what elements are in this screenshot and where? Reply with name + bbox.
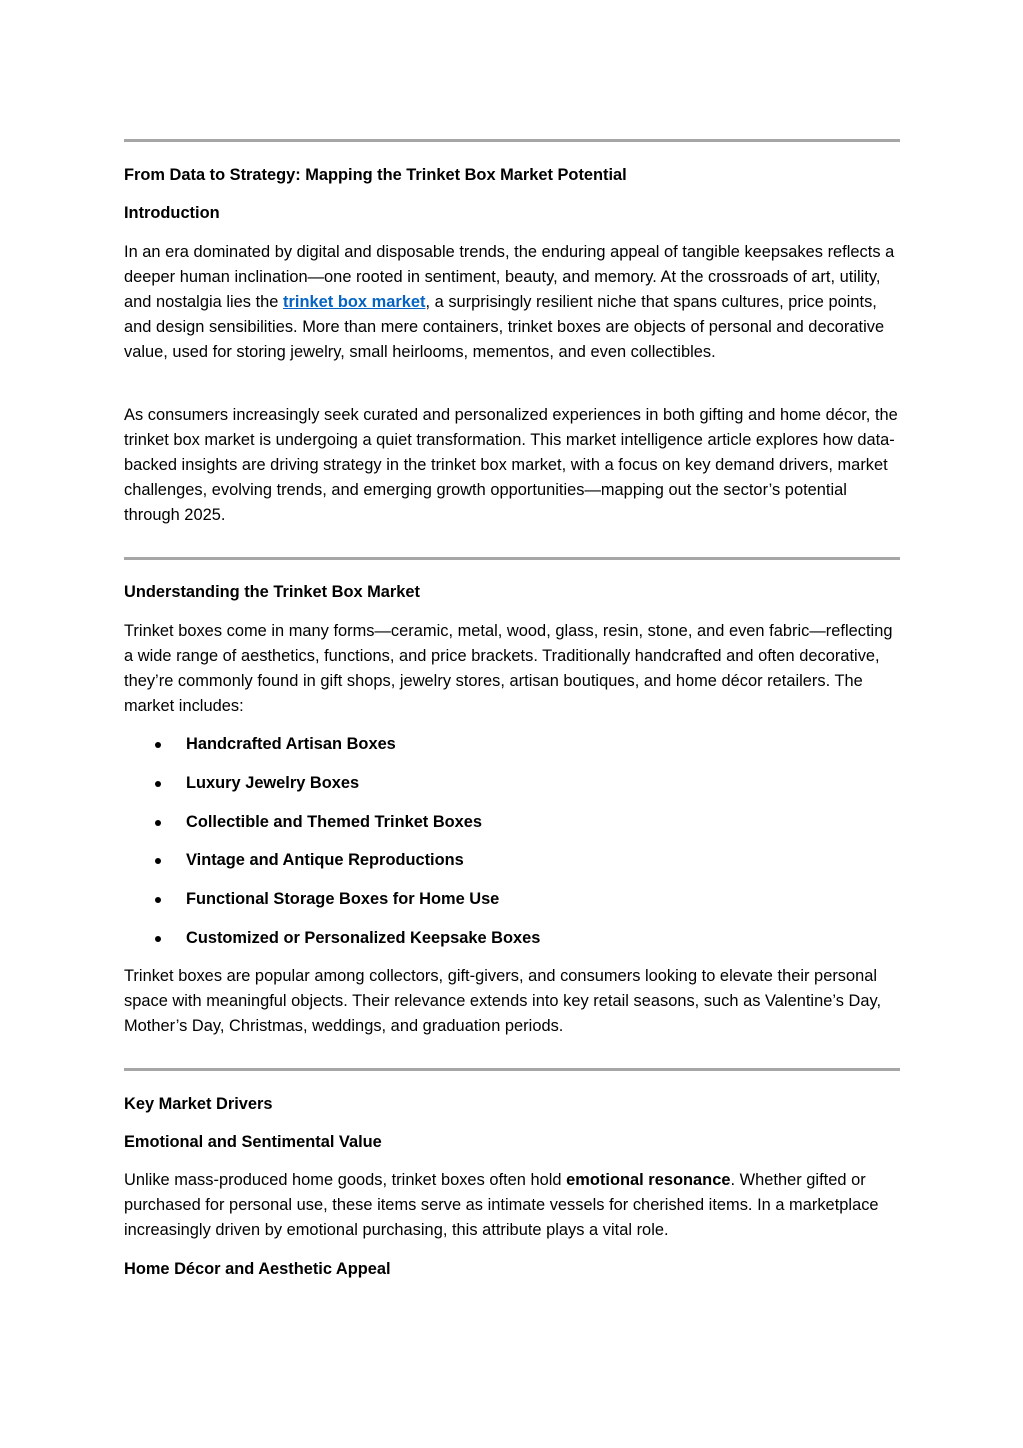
emotional-paragraph [124,1168,900,1243]
emotional-text-bold: emotional resonance [566,1171,731,1189]
understanding-paragraph-2: Trinket boxes are popular among collectors, gift-givers, and consumers looking to elevate their personal space with meaningful objects. Their relevance extends into key retail seasons, such as Valentine’s Day, Mother’s Day, Christmas, weddings, and graduation periods. [124,967,882,1035]
emotional-text-after: . Whether gifted or purchased for personal use, these items serve as intimate vessels for cherished items. In a marketplace increasingly driven by emotional purchasing, this attribute plays a vital role. [124,1171,879,1239]
emotional-text-before: Unlike mass-produced home goods, trinket boxes often hold [124,1171,567,1189]
list-item-label: Customized or Personalized Keepsake Boxes [186,929,541,947]
section-heading-introduction: Introduction [124,204,220,222]
list-item-label: Functional Storage Boxes for Home Use [186,890,500,908]
list-item [124,926,900,951]
intro-text-before-link: In an era dominated by digital and disposable trends, the enduring appeal of tangible keepsakes reflects a deeper human inclination—one rooted in sentiment, beauty, and memory. At the crossroads of art, utility, and nostalgia lies the [124,243,895,311]
bullet-icon [155,897,161,903]
list-item-label: Vintage and Antique Reproductions [186,851,464,869]
intro-paragraph-2: As consumers increasingly seek curated and personalized experiences in both gifting and home décor, the trinket box market is undergoing a quiet transformation. This market intelligence article explores how data-backed insights are driving strategy in the trinket box market, with a focus on key demand drivers, market challenges, evolving trends, and emerging growth opportunities—mapping out the sector’s potential through 2025. [124,406,898,524]
subheading-home-decor: Home Décor and Aesthetic Appeal [124,1260,391,1278]
list-item [124,810,900,835]
document-title: From Data to Strategy: Mapping the Trinket Box Market Potential [124,166,627,184]
bullet-icon [155,936,161,942]
list-item [124,771,900,796]
bullet-icon [155,820,161,826]
bullet-icon [155,742,161,748]
list-item-label: Collectible and Themed Trinket Boxes [186,813,483,831]
list-item [124,848,900,873]
list-item-label: Handcrafted Artisan Boxes [186,735,396,753]
horizontal-rule [124,557,900,560]
subheading-emotional-value: Emotional and Sentimental Value [124,1133,382,1151]
bullet-icon [155,858,161,864]
bullet-icon [155,781,161,787]
trinket-box-market-link[interactable]: trinket box market [283,293,426,311]
list-item [124,732,900,757]
section-heading-understanding: Understanding the Trinket Box Market [124,583,420,601]
horizontal-rule [124,139,900,142]
list-item-label: Luxury Jewelry Boxes [186,774,360,792]
intro-text-after-link: , a surprisingly resilient niche that spans cultures, price points, and design sensibilities. More than mere containers, trinket boxes are objects of personal and decorative value, used for storing jewelry, small heirlooms, mementos, and even collectibles. [124,293,885,361]
understanding-paragraph-1: Trinket boxes come in many forms—ceramic, metal, wood, glass, resin, stone, and even fabric—reflecting a wide range of aesthetics, functions, and price brackets. Traditionally handcrafted and often decorative, they’re commonly found in gift shops, jewelry stores, artisan boutiques, and home décor retailers. The market includes: [124,622,893,715]
section-heading-key-drivers: Key Market Drivers [124,1095,273,1113]
list-item [124,887,900,912]
horizontal-rule [124,1068,900,1071]
intro-paragraph-1 [124,240,900,365]
